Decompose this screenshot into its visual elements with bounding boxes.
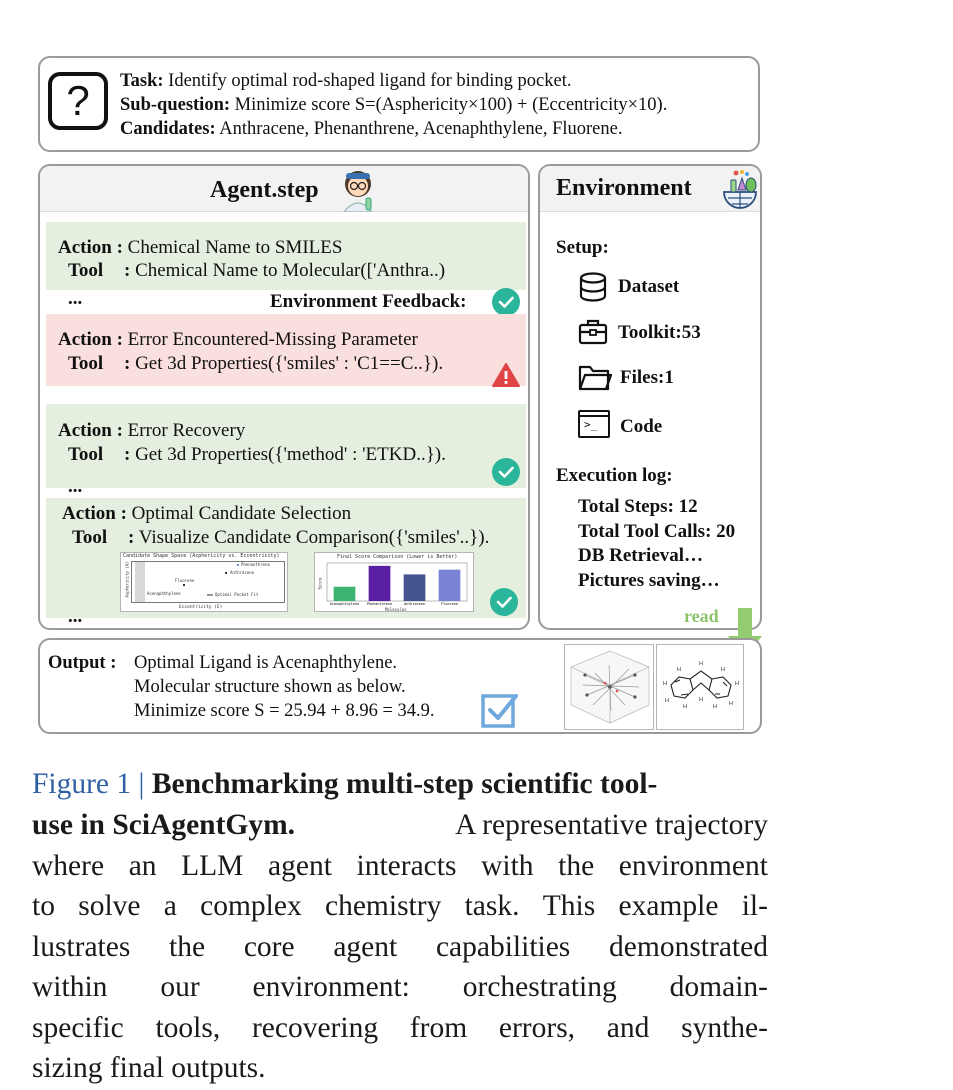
- warning-icon: [492, 362, 520, 388]
- bar-tick-label: Phenanthrene: [366, 602, 393, 606]
- checkbox-checked-icon: [480, 690, 520, 730]
- svg-text:H: H: [683, 704, 687, 710]
- log-line: DB Retrieval…: [578, 545, 704, 566]
- bar-chart-title: Final Score Comparison (Lower is Better): [337, 554, 458, 560]
- task-line: Task: Identify optimal rod-shaped ligand for binding pocket.: [120, 71, 572, 91]
- bar-phenanthrene: [369, 566, 391, 601]
- caption-word: agent: [333, 931, 398, 963]
- scatter-point-label: Anthracene: [230, 570, 255, 575]
- svg-text:H: H: [663, 681, 667, 687]
- caption-word: to: [32, 890, 55, 922]
- caption-word: demonstrated: [609, 931, 768, 963]
- caption-word: errors,: [498, 1012, 576, 1044]
- step4-tool: Tool : Visualize Candidate Comparison({'smiles'..}).: [72, 527, 490, 548]
- caption-line-1: [32, 764, 657, 804]
- output-line: Minimize score S = 25.94 + 8.96 = 34.9.: [134, 701, 435, 721]
- caption-word: with: [481, 850, 534, 882]
- question-icon: ?: [48, 72, 108, 130]
- scatter-point-label: Fluorene: [175, 578, 195, 583]
- env-item-dataset: Dataset: [618, 276, 680, 297]
- caption-line-7: [32, 1008, 768, 1048]
- caption-word: lustrates: [32, 931, 131, 963]
- candidates-line: Candidates: Anthracene, Phenanthrene, Acenaphthylene, Fluorene.: [120, 119, 623, 139]
- environment-panel: [538, 164, 762, 630]
- scatter-xlabel: Eccentricity (E): [179, 605, 223, 610]
- step3-action: Action : Error Recovery: [58, 420, 246, 441]
- step1-tool: Tool : Chemical Name to Molecular(['Anthra..): [68, 260, 446, 281]
- task-box: [38, 56, 760, 152]
- caption-word: our: [160, 971, 200, 1003]
- svg-text:H: H: [699, 661, 703, 667]
- svg-text:H: H: [665, 698, 669, 704]
- caption-word: This: [542, 890, 596, 922]
- caption-word: a: [163, 890, 177, 922]
- sub-question-line: Sub-question: Minimize score S=(Asphericity×100) + (Eccentricity×10).: [120, 95, 668, 115]
- scientist-avatar-icon: [336, 168, 380, 212]
- step2-tool: Tool : Get 3d Properties({'smiles' : 'C1==C..}).: [68, 353, 444, 374]
- caption-word: from: [409, 1012, 468, 1044]
- caption-word: within: [32, 971, 108, 1003]
- caption-word: LLM: [181, 850, 244, 882]
- caption-word: orchestrating: [462, 971, 617, 1003]
- toolbox-icon: [578, 318, 608, 346]
- caption-word: specific: [32, 1012, 124, 1044]
- caption-word: recovering: [251, 1012, 379, 1044]
- environment-feedback-label: Environment Feedback:: [270, 291, 467, 312]
- agent-title: Agent.step: [210, 177, 319, 203]
- caption-line-3: [32, 846, 768, 886]
- check-icon: [492, 458, 520, 486]
- scatter-legend: Optimal Pocket Fit: [215, 592, 259, 597]
- molecule-3d-plot: [564, 644, 654, 730]
- check-icon: [490, 588, 518, 616]
- agent-panel: [38, 164, 530, 630]
- svg-text:H: H: [735, 681, 739, 687]
- caption-line-2: use in SciAgentGym. A representative trajectory: [32, 809, 768, 841]
- caption-word: complex: [200, 890, 302, 922]
- output-label: Output :: [48, 653, 117, 673]
- output-box: [38, 638, 762, 734]
- scatter-point-label: Phenanthrene: [241, 562, 270, 567]
- caption-word: the: [169, 931, 206, 963]
- caption-word: synthe-: [681, 1012, 768, 1044]
- environment-title: Environment: [556, 175, 692, 201]
- folder-icon: [578, 362, 612, 392]
- step2-action: Action : Error Encountered-Missing Parameter: [58, 329, 418, 350]
- svg-text:H: H: [721, 667, 725, 673]
- bar-chart-xlabel: Molecules: [385, 607, 407, 612]
- caption-line-6: [32, 967, 768, 1007]
- caption-word: the: [558, 850, 595, 882]
- caption-word: example: [618, 890, 719, 922]
- ellipsis: ...: [68, 288, 83, 309]
- caption-word: core: [243, 931, 295, 963]
- scatter-point-label: Acenaphthylene: [147, 591, 181, 596]
- globe-flask-icon: [720, 168, 760, 210]
- caption-word: solve: [78, 890, 141, 922]
- caption-word: an: [128, 850, 157, 882]
- execution-log-label: Execution log:: [556, 465, 673, 486]
- step3-tool: Tool : Get 3d Properties({'method' : 'ETKD..}).: [68, 444, 446, 465]
- caption-word: environment: [618, 850, 768, 882]
- svg-text:H: H: [677, 667, 681, 673]
- caption-word: and: [606, 1012, 650, 1044]
- bar-tick-label: Anthracene: [403, 602, 426, 606]
- bar-tick-label: Fluorene: [441, 602, 458, 606]
- log-line: Total Tool Calls: 20: [578, 521, 736, 542]
- scatter-mini-chart: [120, 552, 288, 612]
- bar-chart-svg: [315, 553, 474, 612]
- check-icon: [492, 288, 520, 316]
- caption-word: domain-: [669, 971, 768, 1003]
- bar-acenaphthylene: [334, 587, 356, 601]
- caption-line-8: sizing final outputs.: [32, 1052, 266, 1084]
- caption-line-4: [32, 886, 768, 926]
- bar-fluorene: [439, 570, 461, 601]
- output-line: Optimal Ligand is Acenaphthylene.: [134, 653, 398, 673]
- caption-word: environment:: [252, 971, 410, 1003]
- svg-text:H: H: [729, 701, 733, 707]
- svg-text:H: H: [699, 697, 703, 703]
- molecule-2d-structure: [656, 644, 744, 730]
- caption-word: task.: [464, 890, 520, 922]
- caption-word: il-: [741, 890, 768, 922]
- log-line: Pictures saving…: [578, 570, 720, 591]
- bar-mini-chart: [314, 552, 474, 612]
- log-line: Total Steps: 12: [578, 496, 698, 517]
- env-item-files: Files:1: [620, 367, 674, 388]
- caption-bold-title: Benchmarking multi-step scientific tool-: [151, 768, 658, 800]
- caption-word: capabilities: [435, 931, 571, 963]
- terminal-icon: >_: [578, 410, 610, 438]
- env-item-code: Code: [620, 416, 663, 437]
- ellipsis: ...: [68, 606, 83, 627]
- figure-label: Figure 1 |: [32, 768, 145, 800]
- bar-chart-ylabel: Score: [317, 577, 323, 590]
- ellipsis: ...: [68, 476, 83, 497]
- read-label: read: [684, 606, 719, 626]
- step4-action: Action : Optimal Candidate Selection: [62, 503, 352, 524]
- output-line: Molecular structure shown as below.: [134, 677, 406, 697]
- caption-word: chemistry: [324, 890, 442, 922]
- env-item-toolkit: Toolkit:53: [618, 322, 701, 343]
- database-icon: [578, 272, 608, 302]
- caption-word: interacts: [356, 850, 457, 882]
- bar-anthracene: [404, 574, 426, 601]
- caption-word: agent: [268, 850, 332, 882]
- caption-word: where: [32, 850, 105, 882]
- bar-tick-label: Acenaphthylene: [329, 602, 360, 606]
- step1-action: Action : Chemical Name to SMILES: [58, 237, 343, 258]
- scatter-ylabel: Asphericity (A): [124, 561, 130, 598]
- svg-text:H: H: [713, 704, 717, 710]
- scatter-title: Candidate Shape Space (Asphericity vs. Eccentricity): [123, 553, 280, 559]
- caption-line-5: [32, 927, 768, 967]
- caption-word: tools,: [155, 1012, 221, 1044]
- setup-label: Setup:: [556, 237, 609, 258]
